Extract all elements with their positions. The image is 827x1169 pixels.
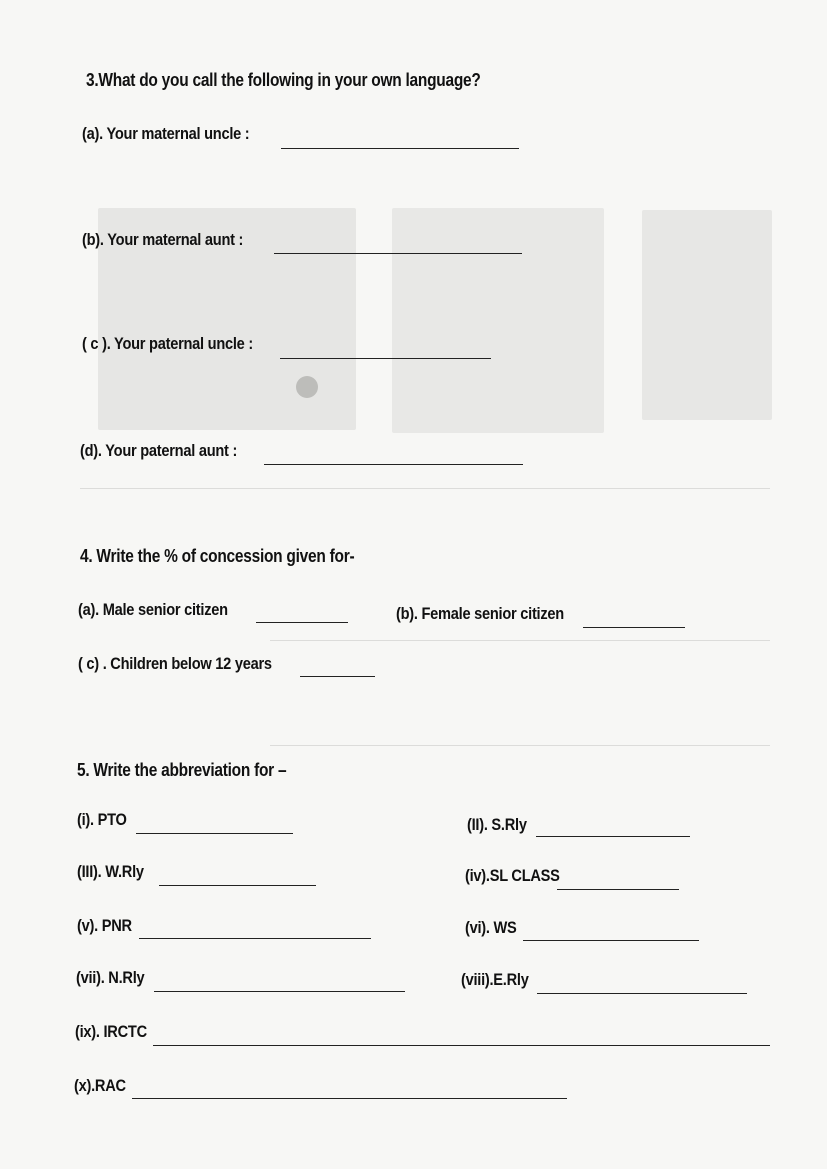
bleed-through-rule xyxy=(270,745,770,746)
q4-item-a-label: (a). Male senior citizen xyxy=(78,600,228,619)
question-4-title: 4. Write the % of concession given for- xyxy=(80,546,355,566)
q4-item-b-label: (b). Female senior citizen xyxy=(396,604,564,623)
bleed-through-rule xyxy=(270,640,770,641)
q5-item-ix-answer-line[interactable] xyxy=(153,1045,770,1046)
q5-item-viii-answer-line[interactable] xyxy=(537,993,747,994)
question-3-title: 3.What do you call the following in your own language? xyxy=(86,70,481,90)
q3-item-d-answer-line[interactable] xyxy=(264,464,523,465)
q3-item-d-label: (d). Your paternal aunt : xyxy=(80,441,238,460)
q5-item-iii-label: (III). W.Rly xyxy=(77,862,144,881)
q5-item-x-label: (x).RAC xyxy=(74,1076,126,1095)
q5-item-v-answer-line[interactable] xyxy=(139,938,371,939)
bleed-through-picture-2 xyxy=(392,208,604,433)
q4-item-a-answer-line[interactable] xyxy=(256,622,348,623)
ink-smudge xyxy=(296,376,318,398)
q5-item-ix-label: (ix). IRCTC xyxy=(75,1022,147,1041)
q4-item-c-label: ( c) . Children below 12 years xyxy=(78,654,272,673)
q5-item-vi-label: (vi). WS xyxy=(465,918,517,937)
q3-item-a-answer-line[interactable] xyxy=(281,148,519,149)
q3-item-b-answer-line[interactable] xyxy=(274,253,522,254)
q5-item-vii-answer-line[interactable] xyxy=(154,991,405,992)
q3-item-b-label: (b). Your maternal aunt : xyxy=(82,230,244,249)
q5-item-i-answer-line[interactable] xyxy=(136,833,293,834)
q5-item-vii-label: (vii). N.Rly xyxy=(76,968,145,987)
q5-item-iv-label: (iv).SL CLASS xyxy=(465,866,560,885)
question-5-title: 5. Write the abbreviation for – xyxy=(77,760,287,780)
q5-item-vi-answer-line[interactable] xyxy=(523,940,699,941)
q5-item-iv-answer-line[interactable] xyxy=(557,889,679,890)
q5-item-viii-label: (viii).E.Rly xyxy=(461,970,529,989)
q5-item-x-answer-line[interactable] xyxy=(132,1098,567,1099)
q5-item-v-label: (v). PNR xyxy=(77,916,132,935)
q4-item-c-answer-line[interactable] xyxy=(300,676,375,677)
q3-item-c-label: ( c ). Your paternal uncle : xyxy=(82,334,253,353)
bleed-through-rule xyxy=(80,488,770,489)
q5-item-iii-answer-line[interactable] xyxy=(159,885,316,886)
q5-item-ii-answer-line[interactable] xyxy=(536,836,690,837)
q4-item-b-answer-line[interactable] xyxy=(583,627,685,628)
bleed-through-picture-3 xyxy=(642,210,772,420)
q3-item-c-answer-line[interactable] xyxy=(280,358,491,359)
q3-item-a-label: (a). Your maternal uncle : xyxy=(82,124,250,143)
q5-item-ii-label: (II). S.Rly xyxy=(467,815,527,834)
q5-item-i-label: (i). PTO xyxy=(77,810,127,829)
